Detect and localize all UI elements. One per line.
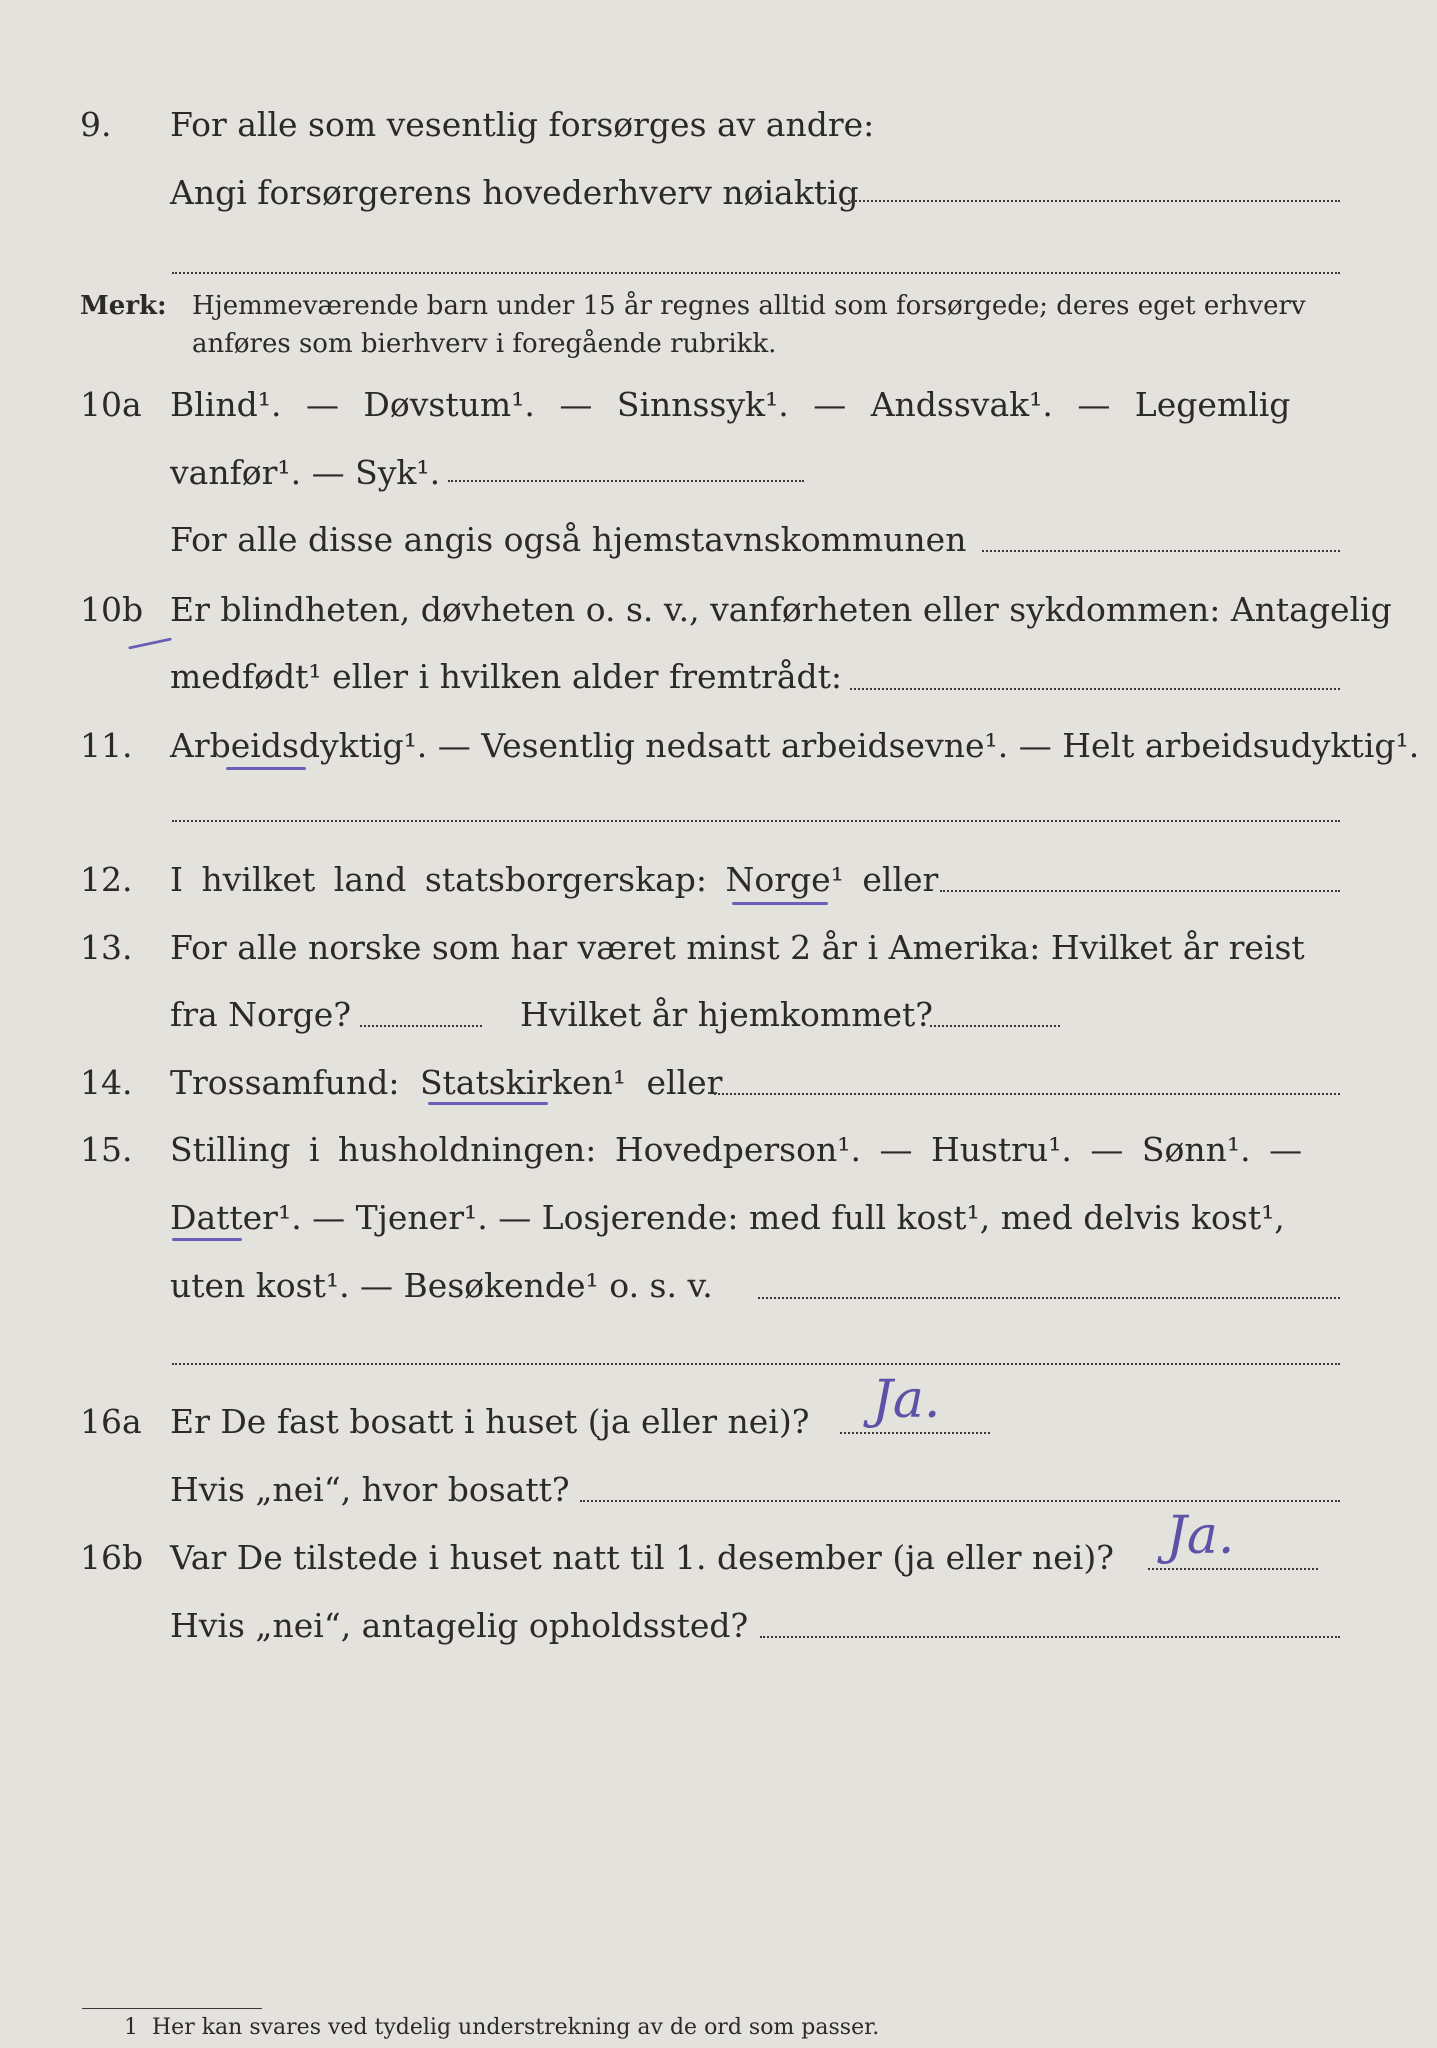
q16b-answer-line[interactable]: [1148, 1568, 1318, 1570]
q12-number: 12.: [80, 860, 133, 899]
q10a-line2: vanfør¹. — Syk¹.: [170, 453, 441, 492]
q15-underline-datter: [172, 1238, 242, 1241]
footnote-mark: 1: [124, 2015, 138, 2040]
q11-underline-arbeidsdyktig: [226, 767, 306, 770]
q15-number: 15.: [80, 1130, 133, 1169]
q16a-handwritten-answer: Ja.: [872, 1370, 941, 1430]
q12-line1: I hvilket land statsborgerskap: Norge¹ eller: [170, 860, 939, 899]
q10b-line1: Er blindheten, døvheten o. s. v., vanførheten eller sykdommen: Antagelig: [170, 590, 1392, 629]
q10b-answer-line[interactable]: [850, 688, 1340, 690]
q9-line1: For alle som vesentlig forsørges av andre:: [170, 105, 875, 144]
note-label: Merk:: [80, 291, 167, 321]
q11-answer-line[interactable]: [172, 820, 1340, 822]
note-line2: anføres som bierhverv i foregående rubrikk.: [192, 329, 777, 359]
q10b-line2: medfødt¹ eller i hvilken alder fremtrådt:: [170, 657, 843, 696]
q15-answer-line2[interactable]: [172, 1363, 1340, 1365]
q10a-answer-line[interactable]: [448, 480, 804, 482]
q16b-line1: Var De tilstede i huset natt til 1. desember (ja eller nei)?: [170, 1538, 1114, 1577]
q10b-number: 10b: [80, 590, 144, 629]
q13-line1: For alle norske som har været minst 2 år i Amerika: Hvilket år reist: [170, 928, 1305, 967]
q16b-number: 16b: [80, 1538, 144, 1577]
q16b-handwritten-answer: Ja.: [1166, 1506, 1235, 1566]
q15-line3: uten kost¹. — Besøkende¹ o. s. v.: [170, 1266, 713, 1305]
q16a-line2: Hvis „nei“, hvor bosatt?: [170, 1470, 570, 1509]
q10a-line3: For alle disse angis også hjemstavnskommunen: [170, 520, 967, 559]
q16a-bosatt-line[interactable]: [580, 1500, 1340, 1502]
q12-underline-norge: [732, 902, 828, 905]
footnote-rule: [82, 2008, 262, 2009]
q10a-line1: Blind¹. — Døvstum¹. — Sinnssyk¹. — Andssvak¹. — Legemlig: [170, 385, 1291, 424]
note-line1: Hjemmeværende barn under 15 år regnes alltid som forsørgede; deres eget erhverv: [192, 291, 1306, 321]
q16a-number: 16a: [80, 1402, 142, 1441]
footnote-text: Her kan svares ved tydelig understrekning av de ord som passer.: [152, 2015, 880, 2040]
q13-line2a: fra Norge?: [170, 995, 352, 1034]
q12-answer-line[interactable]: [940, 890, 1340, 892]
q15-line1: Stilling i husholdningen: Hovedperson¹. — Hustru¹. — Sønn¹. —: [170, 1130, 1303, 1169]
q9-answer-line2[interactable]: [172, 272, 1340, 274]
q11-line1: Arbeidsdyktig¹. — Vesentlig nedsatt arbeidsevne¹. — Helt arbeidsudyktig¹.: [170, 726, 1420, 765]
q13-hjemkommet-line[interactable]: [930, 1025, 1060, 1027]
q9-number: 9.: [80, 105, 112, 144]
q13-reist-line[interactable]: [360, 1025, 482, 1027]
q11-number: 11.: [80, 726, 133, 765]
q14-number: 14.: [80, 1063, 133, 1102]
q15-line2: Datter¹. — Tjener¹. — Losjerende: med full kost¹, med delvis kost¹,: [170, 1198, 1285, 1237]
q15-answer-line1[interactable]: [758, 1297, 1340, 1299]
q16a-answer-line[interactable]: [840, 1432, 990, 1434]
q14-answer-line[interactable]: [714, 1093, 1340, 1095]
q9-answer-line1[interactable]: [848, 200, 1340, 202]
q14-line1: Trossamfund: Statskirken¹ eller: [170, 1063, 723, 1102]
q16b-line2: Hvis „nei“, antagelig opholdssted?: [170, 1606, 749, 1645]
q10a-number: 10a: [80, 385, 142, 424]
q9-line2: Angi forsørgerens hovederhverv nøiaktig: [170, 173, 859, 212]
q16b-opholdssted-line[interactable]: [760, 1636, 1340, 1638]
q13-line2b: Hvilket år hjemkommet?: [520, 995, 933, 1034]
q13-number: 13.: [80, 928, 133, 967]
q14-underline-statskirken: [428, 1102, 548, 1105]
q10a-hjemstavn-line[interactable]: [982, 550, 1340, 552]
q16a-line1: Er De fast bosatt i huset (ja eller nei)?: [170, 1402, 810, 1441]
q10b-check-mark: [128, 637, 172, 649]
